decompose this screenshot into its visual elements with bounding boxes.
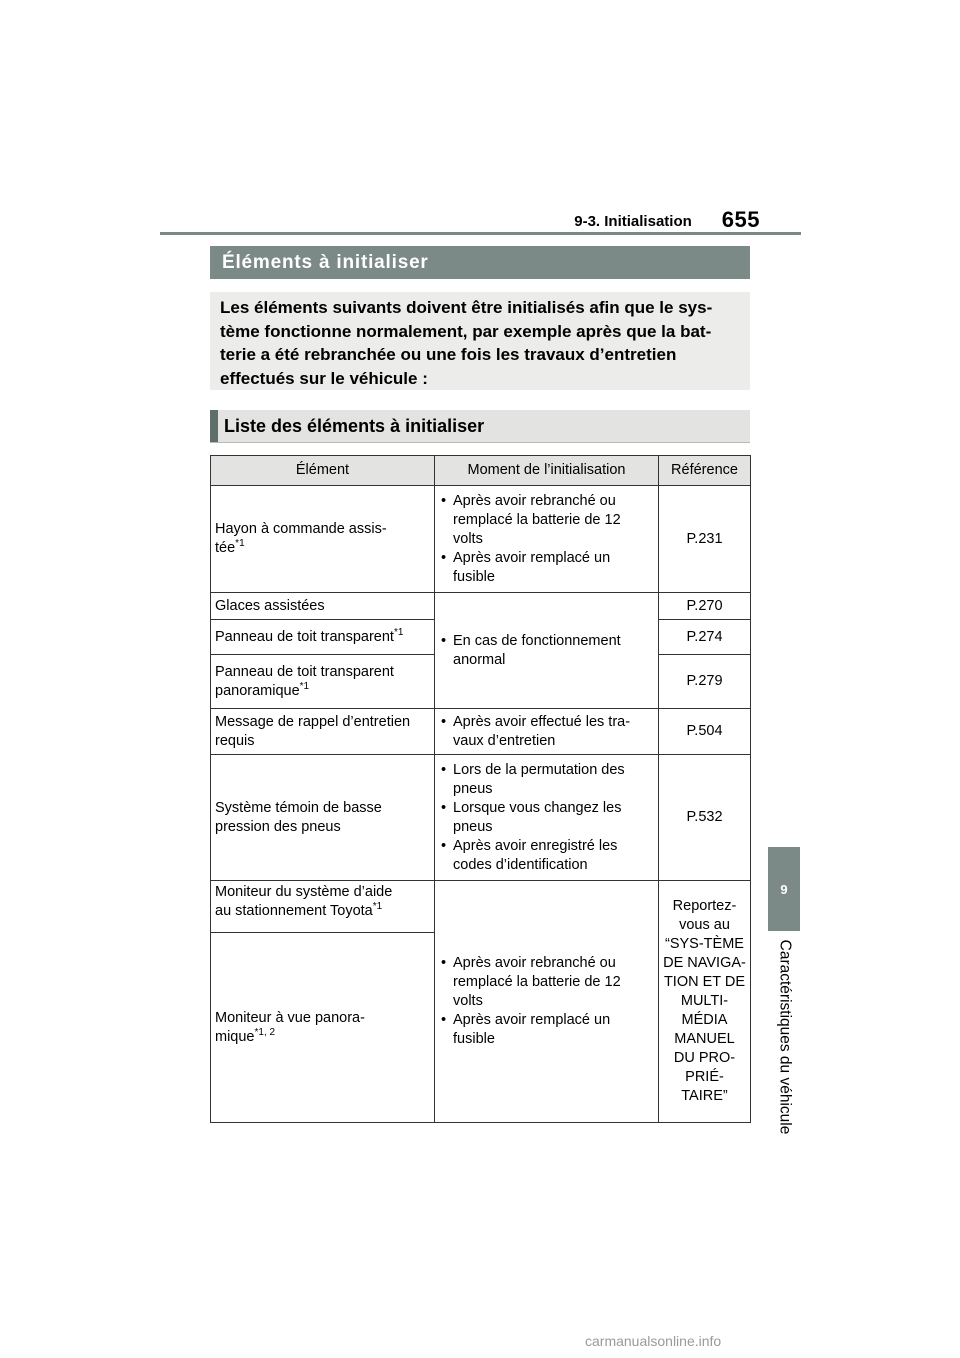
- item-cell: Panneau de toit transparent panoramique$^{*1}$: [211, 655, 435, 709]
- timing-bullet: • Lors de la permutation des pneus: [439, 761, 654, 799]
- table-header-row: [211, 456, 751, 486]
- chapter-thumb-tab: [768, 847, 800, 1142]
- footnote-marker: *1: [393, 626, 404, 638]
- chapter-label: Caractéristiques du véhicule: [776, 939, 793, 1134]
- section-banner: [210, 246, 750, 279]
- timing-cell: [435, 755, 659, 881]
- reference-cell: P.279: [659, 655, 751, 709]
- chapter-label-area: [768, 931, 800, 1142]
- timing-bullet: • Après avoir remplacé un fusible: [439, 1011, 654, 1049]
- column-header-timing: Moment de l’initialisation: [435, 456, 659, 486]
- reference-cell: Reportez-vous au “SYS-TÈME DE NAVIGA-TION ET DE MULTI-MÉDIA MANUEL DU PRO-PRIÉ-TAIRE”: [659, 881, 751, 1123]
- page-number: 655: [721, 207, 760, 232]
- initialization-table: [210, 455, 751, 1123]
- section-reference: 9-3. Initialisation: [574, 213, 692, 230]
- timing-cell: [435, 881, 659, 1123]
- reference-cell: P.270: [659, 593, 751, 620]
- table-row: [211, 593, 751, 620]
- table-row: [211, 755, 751, 881]
- intro-line: tème fonctionne normalement, par exemple après que la bat-: [220, 321, 712, 341]
- subsection-heading: [210, 410, 750, 443]
- footnote-marker: *1: [372, 901, 383, 913]
- item-cell: Panneau de toit transparent$^{*1}$: [211, 620, 435, 655]
- item-cell: Système témoin de basse pression des pneus: [211, 755, 435, 881]
- column-header-item: Élément: [211, 456, 435, 486]
- timing-bullet: • En cas de fonctionnement anormal: [439, 632, 654, 670]
- subsection-title: Liste des éléments à initialiser: [224, 415, 485, 436]
- intro-box: [210, 292, 750, 390]
- timing-cell: [435, 486, 659, 593]
- reference-cell: P.274: [659, 620, 751, 655]
- timing-bullet: • Après avoir enregistré les codes d’identification: [439, 837, 654, 875]
- footnote-marker: *1: [299, 680, 310, 692]
- reference-cell: P.231: [659, 486, 751, 593]
- timing-bullet: • Après avoir rebranché ou remplacé la batterie de 12 volts: [439, 954, 654, 1011]
- header-rule: [160, 232, 801, 235]
- timing-bullet: • Lorsque vous changez les pneus: [439, 799, 654, 837]
- reference-cell: P.532: [659, 755, 751, 881]
- timing-bullet: • Après avoir remplacé un fusible: [439, 549, 654, 587]
- table-row: [211, 709, 751, 755]
- table-row: [211, 881, 751, 933]
- column-header-reference: Référence: [659, 456, 751, 486]
- intro-line: terie a été rebranchée ou une fois les travaux d’entretien: [220, 345, 677, 364]
- table-row: [211, 486, 751, 593]
- footnote-marker: *1: [235, 538, 245, 550]
- item-cell: Moniteur à vue panora- mique$^{*1, 2}$: [211, 933, 435, 1123]
- banner-title: Éléments à initialiser: [222, 251, 429, 273]
- footnote-marker: *1, 2: [254, 1026, 276, 1038]
- timing-bullet: • Après avoir effectué les tra-vaux d’entretien: [439, 713, 654, 751]
- chapter-number: 9: [768, 847, 800, 931]
- item-cell: Glaces assistées: [211, 593, 435, 620]
- timing-cell: [435, 709, 659, 755]
- heading-accent-bar: [210, 410, 218, 442]
- timing-cell: [435, 593, 659, 709]
- timing-bullet: • Après avoir rebranché ou remplacé la batterie de 12 volts: [439, 492, 654, 549]
- intro-line: effectués sur le véhicule :: [220, 368, 428, 388]
- watermark: carmanualsonline.info: [585, 1333, 722, 1349]
- item-cell: Hayon à commande assis- tée$^{*1}$: [211, 486, 435, 593]
- page-header: [540, 203, 760, 233]
- item-cell: Moniteur du système d’aide au stationnement Toyota$^{*1}$: [211, 881, 435, 933]
- item-cell: Message de rappel d’entretien requis: [211, 709, 435, 755]
- reference-cell: P.504: [659, 709, 751, 755]
- intro-line: Les éléments suivants doivent être initialisés afin que le sys-: [220, 298, 713, 317]
